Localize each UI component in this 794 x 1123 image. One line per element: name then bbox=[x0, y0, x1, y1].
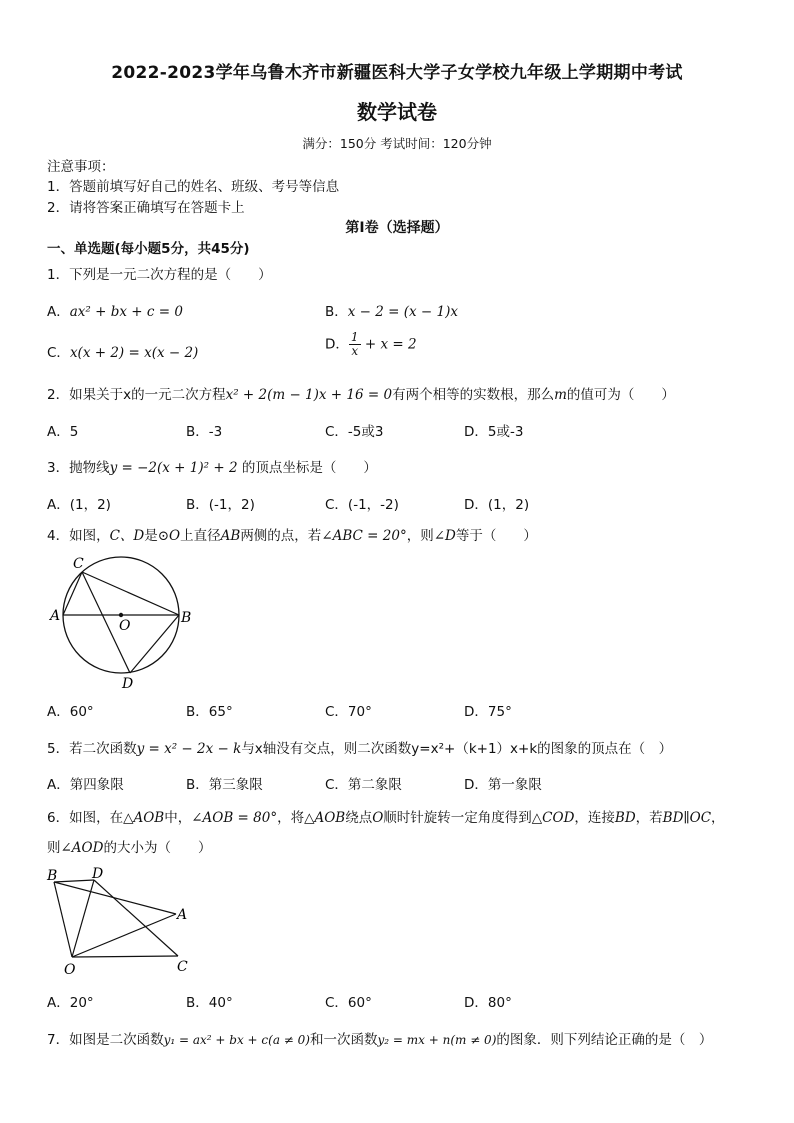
q2-option-b: B．-3 bbox=[186, 424, 223, 440]
q7-stem-b: 和一次函数 bbox=[309, 1032, 378, 1048]
q4-stem-f: 等于（ ） bbox=[455, 528, 537, 544]
q1-d-fraction bbox=[349, 331, 361, 358]
q6-stem-line1 bbox=[47, 806, 725, 826]
q6-option-a: A．20° bbox=[47, 995, 94, 1011]
q4-stem-a: 4．如图， bbox=[47, 528, 110, 544]
q4-diameter-ab: AB bbox=[220, 528, 241, 544]
q4-figure-circle bbox=[46, 552, 196, 692]
q6-line2-b: 的大小为（ ） bbox=[103, 840, 212, 856]
q3-stem bbox=[47, 456, 377, 476]
q6-triangle-cod: △COD bbox=[531, 810, 575, 826]
q6-line-oa bbox=[72, 914, 176, 957]
q1-d-rest: + x = 2 bbox=[364, 336, 417, 353]
q3-equation: y = −2(x + 1)² + 2 bbox=[109, 460, 238, 476]
q5-option-b: B．第三象限 bbox=[186, 777, 263, 793]
notes-item-2: 2．请将答案正确填写在答题卡上 bbox=[47, 200, 245, 216]
q6-figure-rotation bbox=[44, 862, 204, 982]
q6-line-oc bbox=[72, 956, 178, 957]
q6-segment-bd: BD bbox=[614, 810, 636, 826]
q2-stem bbox=[47, 383, 675, 403]
q2-option-c: C．-5或3 bbox=[325, 424, 384, 440]
q6-stem-a: 6．如图，在 bbox=[47, 810, 124, 826]
q5-equation: y = x² − 2x − k bbox=[136, 741, 242, 757]
q1-option-b bbox=[325, 300, 458, 320]
q4-stem-b: 是 bbox=[144, 528, 158, 544]
q6-triangle-aob-2: △AOB bbox=[304, 810, 346, 826]
q6-line-ba bbox=[54, 882, 176, 914]
q1-option-c bbox=[47, 341, 198, 361]
notes-item-1: 1．答题前填写好自己的姓名、班级、考号等信息 bbox=[47, 179, 340, 195]
q1-d-denominator: x bbox=[351, 344, 359, 358]
q7-stem-c: 的图象．则下列结论正确的是（ ） bbox=[496, 1032, 713, 1048]
q6-stem-b: 中， bbox=[164, 810, 192, 826]
q4-option-d: D．75° bbox=[464, 704, 512, 720]
q1-b-math: x − 2 = (x − 1)x bbox=[347, 304, 459, 320]
q3-stem-b: 的顶点坐标是（ ） bbox=[241, 460, 377, 476]
q1-option-d bbox=[325, 331, 417, 358]
q4-option-a: A．60° bbox=[47, 704, 94, 720]
q6-angle-aod: ∠AOD bbox=[60, 840, 104, 856]
q4-label-c: C bbox=[73, 556, 84, 572]
q6-option-d: D．80° bbox=[464, 995, 512, 1011]
q4-angle-d: ∠D bbox=[433, 528, 456, 544]
q6-label-o: O bbox=[64, 962, 76, 978]
q2-option-d: D．5或-3 bbox=[464, 424, 524, 440]
q2-equation: x² + 2(m − 1)x + 16 = 0 bbox=[225, 387, 393, 403]
q3-option-d: D．(1，2) bbox=[464, 497, 530, 513]
q1-a-math: ax² + bx + c = 0 bbox=[69, 304, 183, 320]
q4-label-b: B bbox=[181, 610, 192, 626]
q2-option-a: A．5 bbox=[47, 424, 79, 440]
score-time-line: 满分：150分 考试时间：120分钟 bbox=[302, 136, 492, 151]
q6-stem-line2 bbox=[47, 836, 211, 856]
notes-heading: 注意事项： bbox=[47, 159, 115, 175]
q1-a-label: A． bbox=[47, 304, 70, 320]
q3-option-a: A．(1，2) bbox=[47, 497, 111, 513]
q4-option-b: B．65° bbox=[186, 704, 233, 720]
q6-label-c: C bbox=[177, 959, 188, 975]
subject-title: 数学试卷 bbox=[357, 100, 437, 124]
q6-angle-aob: ∠AOB = 80° bbox=[191, 810, 278, 826]
q6-line-bo bbox=[54, 882, 72, 957]
q4-angle-abc: ∠ABC = 20° bbox=[321, 528, 407, 544]
q6-stem-f: ，连接 bbox=[574, 810, 615, 826]
q6-label-a: A bbox=[177, 907, 188, 923]
q4-points-cd: C、D bbox=[109, 528, 145, 544]
q4-label-d: D bbox=[122, 676, 134, 692]
q6-label-b: B bbox=[47, 868, 58, 884]
q6-stem-e: 顺时针旋转一定角度得到 bbox=[383, 810, 532, 826]
q4-label-o: O bbox=[119, 618, 131, 634]
q4-stem-c: 上直径 bbox=[180, 528, 221, 544]
q2-stem-a: 2．如果关于x的一元二次方程 bbox=[47, 387, 226, 403]
q1-stem: 1．下列是一元二次方程的是（ ） bbox=[47, 267, 272, 283]
q1-b-label: B． bbox=[325, 304, 348, 320]
q3-option-b: B．(-1，2) bbox=[186, 497, 255, 513]
q1-c-math: x(x + 2) = x(x − 2) bbox=[69, 345, 199, 361]
q4-line-ca bbox=[63, 572, 82, 615]
q5-option-d: D．第一象限 bbox=[464, 777, 542, 793]
q2-stem-b: 有两个相等的实数根，那么 bbox=[392, 387, 555, 403]
q6-option-b: B．40° bbox=[186, 995, 233, 1011]
q1-option-a bbox=[47, 300, 183, 320]
q4-center-dot bbox=[119, 613, 123, 617]
q4-circle-o: ⊙O bbox=[157, 528, 181, 544]
q6-stem-d: 绕点 bbox=[345, 810, 373, 826]
q6-line-do bbox=[72, 880, 94, 957]
q6-option-c: C．60° bbox=[325, 995, 372, 1011]
q7-linear: y₂ = mx + n(m ≠ 0) bbox=[377, 1033, 497, 1047]
q4-option-c: C．70° bbox=[325, 704, 372, 720]
q5-stem-b: 与x轴没有交点，则二次函数y=x²+（k+1）x+k的图象的顶点在（ ） bbox=[241, 741, 673, 757]
q6-parallel: BD∥OC bbox=[662, 810, 712, 826]
q5-stem bbox=[47, 737, 672, 757]
q5-stem-a: 5．若二次函数 bbox=[47, 741, 137, 757]
q1-d-numerator: 1 bbox=[350, 330, 359, 344]
q3-option-c: C．(-1，-2) bbox=[325, 497, 399, 513]
q4-stem bbox=[47, 524, 537, 544]
q1-c-label: C． bbox=[47, 345, 70, 361]
q4-stem-e: ，则 bbox=[406, 528, 434, 544]
q7-quadratic: y₁ = ax² + bx + c(a ≠ 0) bbox=[163, 1033, 310, 1047]
q6-stem-c: ，将 bbox=[277, 810, 305, 826]
volume-heading: 第I卷（选择题） bbox=[345, 220, 449, 236]
q4-stem-d: 两侧的点，若 bbox=[240, 528, 322, 544]
q6-line-bd bbox=[54, 880, 94, 882]
section-heading: 一、单选题(每小题5分，共45分) bbox=[47, 241, 250, 257]
q2-m: m bbox=[554, 387, 567, 403]
q1-d-label: D． bbox=[325, 336, 349, 353]
q6-stem-h: ， bbox=[711, 810, 725, 826]
q5-option-a: A．第四象限 bbox=[47, 777, 124, 793]
q6-stem-g: ，若 bbox=[635, 810, 663, 826]
q2-stem-c: 的值可为（ ） bbox=[566, 387, 675, 403]
q6-point-o: O bbox=[372, 810, 384, 826]
q7-stem-a: 7．如图是二次函数 bbox=[47, 1032, 164, 1048]
exam-title: 2022-2023学年乌鲁木齐市新疆医科大学子女学校九年级上学期期中考试 bbox=[111, 63, 683, 83]
q4-line-cb bbox=[82, 572, 179, 615]
q6-triangle-aob: △AOB bbox=[123, 810, 165, 826]
q6-label-d: D bbox=[92, 866, 104, 882]
q5-option-c: C．第二象限 bbox=[325, 777, 402, 793]
q7-stem bbox=[47, 1028, 712, 1048]
q3-stem-a: 3．抛物线 bbox=[47, 460, 110, 476]
q6-line2-a: 则 bbox=[47, 840, 61, 856]
q4-label-a: A bbox=[50, 608, 61, 624]
